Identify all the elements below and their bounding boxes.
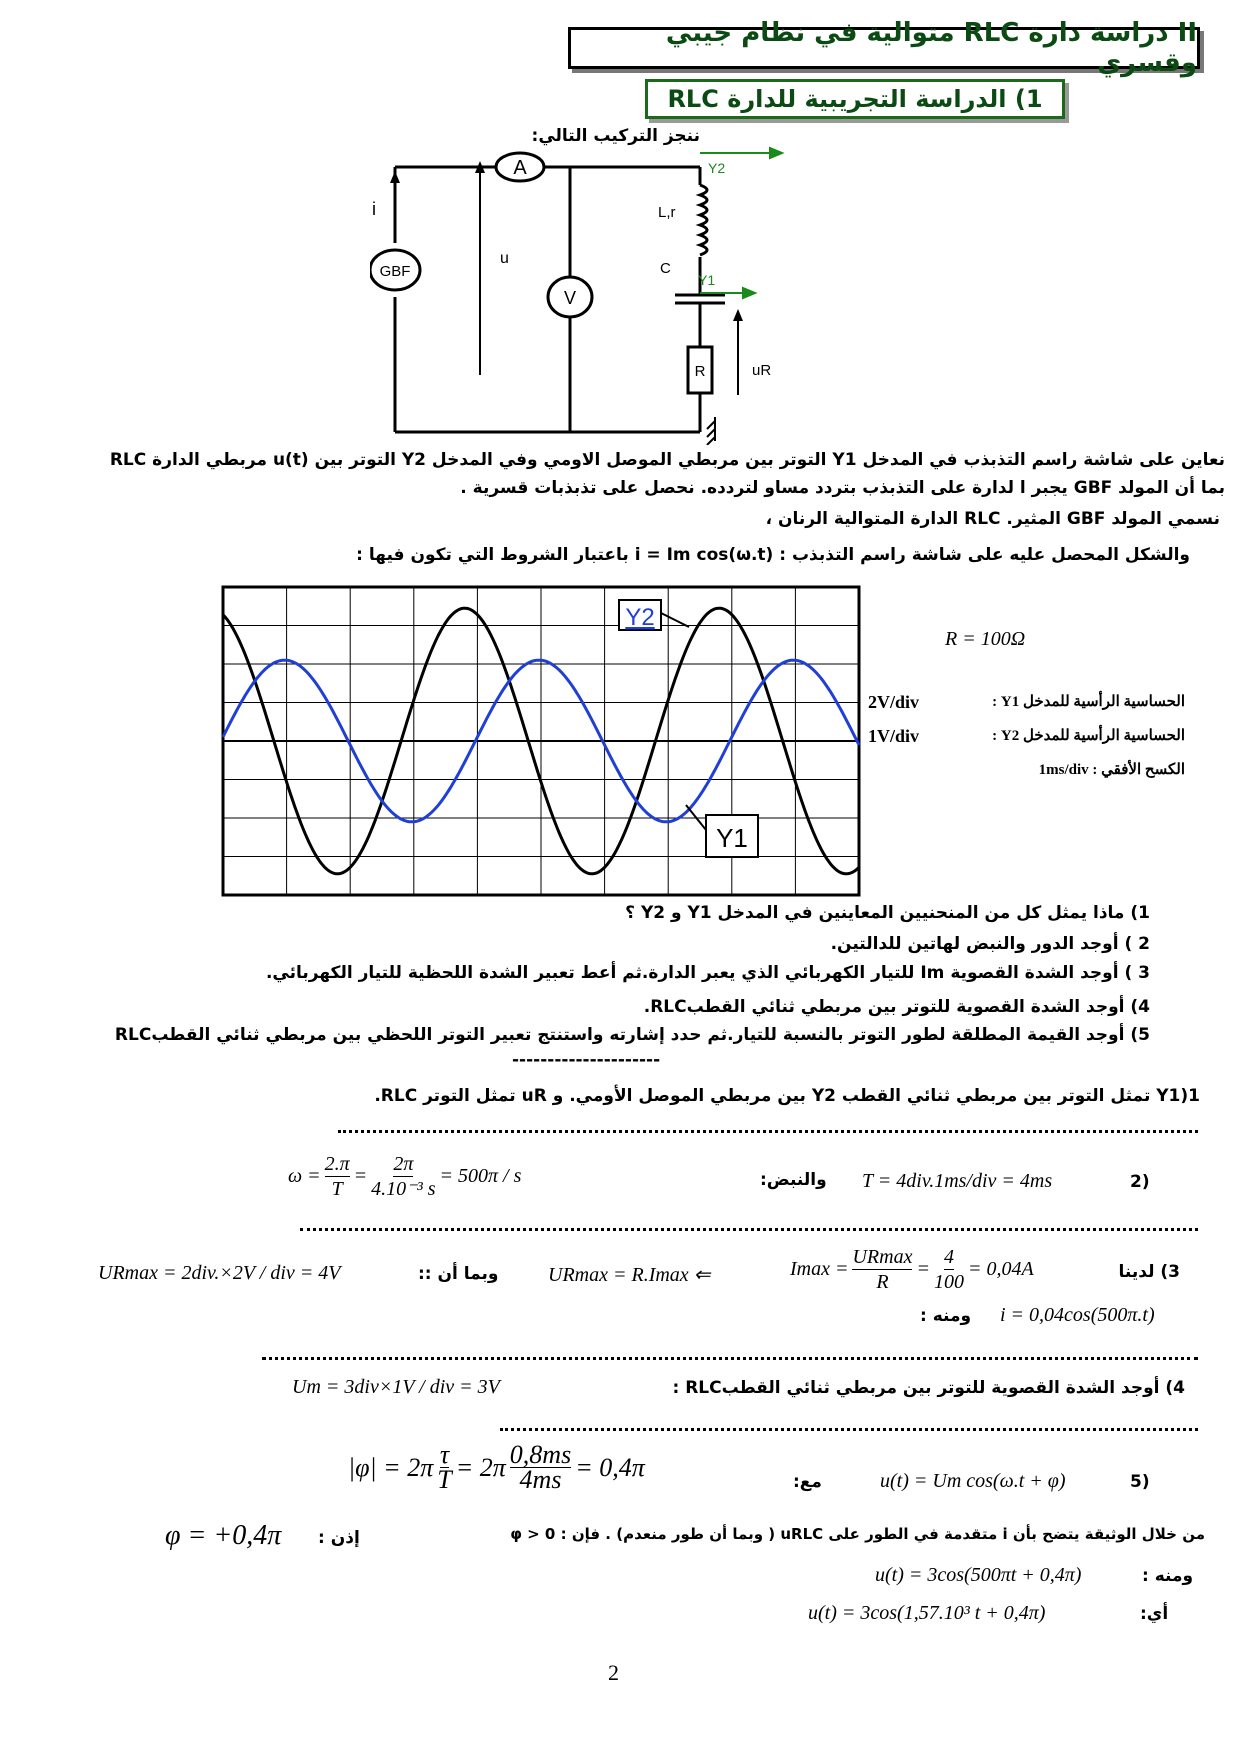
text-line-1: نعاين على شاشة راسم التذبذب في المدخل Y1 التوتر بين مربطي الموصل الاومي وفي المدخل Y2 التوتر بين u(t) مربطي الدارة RLC [109, 450, 1225, 470]
sensitivity-y2-label: الحساسية الرأسية للمدخل Y2 : [992, 728, 1185, 744]
answer-4-label: 4) أوجد الشدة القصوية للتوتر بين مربطي ثنائي القطبRLC : [672, 1378, 1185, 1398]
frac-num: τ [439, 1440, 450, 1469]
answer-3-hence: ومنه : [920, 1306, 972, 1326]
y2-probe-label: Y2 [708, 160, 726, 176]
ammeter-label: A [513, 157, 527, 179]
resistance-value: R = 100Ω [945, 628, 1026, 650]
answer-5-u-numeric: u(t) = 3cos(1,57.10³ t + 0,4π) [808, 1602, 1046, 1624]
answer-5-phi-value: φ = +0,4π [165, 1520, 282, 1551]
frac-den: R [876, 1271, 889, 1293]
ur-label: uR [752, 362, 772, 379]
resistor-label: R [694, 363, 706, 380]
answer-5-ie: أي: [1140, 1604, 1169, 1624]
y2-probe [700, 148, 782, 158]
omega-result: = 500π / s [439, 1165, 522, 1187]
frac-den: 100 [933, 1271, 964, 1293]
voltage-label: u [500, 250, 509, 267]
capacitor-label: C [660, 260, 671, 277]
voltmeter [548, 277, 592, 317]
frac-num: 0,8ms [509, 1440, 572, 1469]
y2-tag-label: Y2 [625, 604, 655, 631]
phase-result: = 0,4π [575, 1452, 645, 1482]
main-title: II دراسة دارة RLC متوالية في نظام جيبي وقسري [568, 27, 1200, 69]
current-label: i [372, 199, 376, 219]
gbf-label: GBF [379, 263, 411, 280]
omega-symbol: ω = [288, 1165, 321, 1187]
answer-5-then: إذن : [318, 1528, 360, 1548]
answer-5-with: مع: [793, 1472, 822, 1492]
answer-2-period: T = 4div.1ms/div = 4ms [862, 1170, 1053, 1192]
coil [700, 185, 707, 255]
frac-den: 4ms [519, 1465, 562, 1494]
imax-symbol: Imax = [790, 1258, 849, 1280]
question-3: 3 ) أوجد الشدة القصوية Im للتيار الكهربائي الذي يعبر الدارة.ثم أعط تعبير الشدة اللحظية للتيار الكهربائي. [265, 963, 1150, 983]
answer-5-phase [348, 1440, 645, 1494]
answer-5-u-general: u(t) = Um cos(ω.t + φ) [880, 1470, 1066, 1492]
y1-tag-label: Y1 [716, 823, 748, 853]
frac-den: T [437, 1465, 452, 1494]
frac-den: T [331, 1178, 343, 1200]
separator: --------------------- [512, 1050, 661, 1070]
answer-5-document-note: من خلال الوثيقة يتضح بأن i متقدمة في الطور على uRLC ( وبما أن طور منعدم) . فإن : φ > 0 [510, 1525, 1205, 1543]
frac-num: URmax [852, 1246, 913, 1268]
dotted-divider-2 [300, 1228, 1198, 1231]
circuit-diagram [370, 145, 850, 445]
ground-icon [707, 417, 715, 445]
oscilloscope-screen [221, 585, 861, 897]
answer-3-current-expression: i = 0,04cos(500π.t) [1000, 1304, 1155, 1326]
answer-5-label: (5 [1130, 1472, 1150, 1492]
ammeter [496, 153, 544, 181]
text-line-3: نسمي المولد GBF المثير. RLC الدارة المتوالية الرنان ، [765, 509, 1220, 529]
sweep-label: الكسح الأفقي : 1ms/div [1038, 762, 1185, 778]
answer-2-pulsation: ω = $\frac{2.\pi}{T}$ = $\frac{2\pi}{\text{4.10⁻³ s}}$ = 500π / s [288, 1153, 522, 1200]
answer-3-ur-value: URmax = 2div.×2V / div = 4V [98, 1262, 341, 1284]
answer-2-label: (2 [1130, 1172, 1150, 1192]
intro-text: ننجز التركيب التالي: [531, 126, 700, 146]
phi-abs: |φ| = 2π [348, 1452, 434, 1482]
answer-2-pulsation-label: والنبض: [760, 1170, 827, 1190]
imax-result: = 0,04A [967, 1258, 1034, 1280]
answer-5-u-expression: u(t) = 3cos(500πt + 0,4π) [875, 1564, 1082, 1586]
answer-4-um: Um = 3div×1V / div = 3V [292, 1376, 500, 1398]
answer-3-label: 3) لدينا [1118, 1262, 1180, 1282]
coil-label: L,r [658, 204, 676, 221]
phase-mid: = 2π [455, 1452, 506, 1482]
y1-probe-label: Y1 [698, 272, 716, 288]
question-5: 5) أوجد القيمة المطلقة لطور التوتر بالنسبة للتيار.ثم حدد إشارته واستنتج تعبير التوتر اللحظي بين مربطي ثنائي القطبRLC [114, 1025, 1150, 1045]
frac-den: 4.10⁻³ s [371, 1178, 436, 1200]
answer-3-ur-relation: URmax = R.Imax ⇐ [548, 1264, 711, 1286]
sensitivity-y1-label: الحساسية الرأسية للمدخل Y1 : [992, 694, 1185, 710]
answer-5-hence: ومنه : [1142, 1566, 1194, 1586]
question-2: 2 ) أوجد الدور والنبض لهاتين للدالتين. [830, 934, 1150, 954]
answer-1: Y1)1 تمثل التوتر بين مربطي ثنائي القطب Y2 بين مربطي الموصل الأومي. و uR تمثل التوتر RLC. [374, 1086, 1200, 1106]
page-number: 2 [608, 1660, 619, 1685]
voltmeter-label: V [563, 288, 577, 308]
frac-num: 4 [943, 1246, 954, 1268]
text-line-4: والشكل المحصل عليه على شاشة راسم التذبذب : i = Im cos(ω.t) باعتبار الشروط التي تكون فيها : [356, 545, 1190, 565]
sensitivity-y2-value: 1V/div [868, 726, 920, 746]
section-title: 1) الدراسة التجريبية للدارة RLC [645, 79, 1065, 119]
frac-num: 2.π [324, 1153, 350, 1175]
dotted-divider-4 [500, 1428, 1198, 1431]
dotted-divider-3 [262, 1357, 1198, 1360]
sensitivity-y1-value: 2V/div [868, 692, 920, 712]
frac-num: 2π [393, 1153, 414, 1175]
question-1: 1) ماذا يمثل كل من المنحنيين المعاينين في المدخل Y1 و Y2 ؟ [625, 903, 1150, 923]
answer-3-since: وبما أن :: [418, 1264, 499, 1284]
gbf-generator [370, 250, 420, 290]
question-4: 4) أوجد الشدة القصوية للتوتر بين مربطي ثنائي القطبRLC. [643, 997, 1150, 1017]
answer-3-imax: Imax = $\frac{URmax}{R}$ = $\frac{4}{100}$ = 0,04A [790, 1246, 1034, 1293]
text-line-2: بما أن المولد GBF يجبر ا لدارة على التذبذب بتردد مساو لتردده. نحصل على تذبذبات قسرية . [460, 478, 1225, 498]
dotted-divider-1 [338, 1130, 1198, 1133]
